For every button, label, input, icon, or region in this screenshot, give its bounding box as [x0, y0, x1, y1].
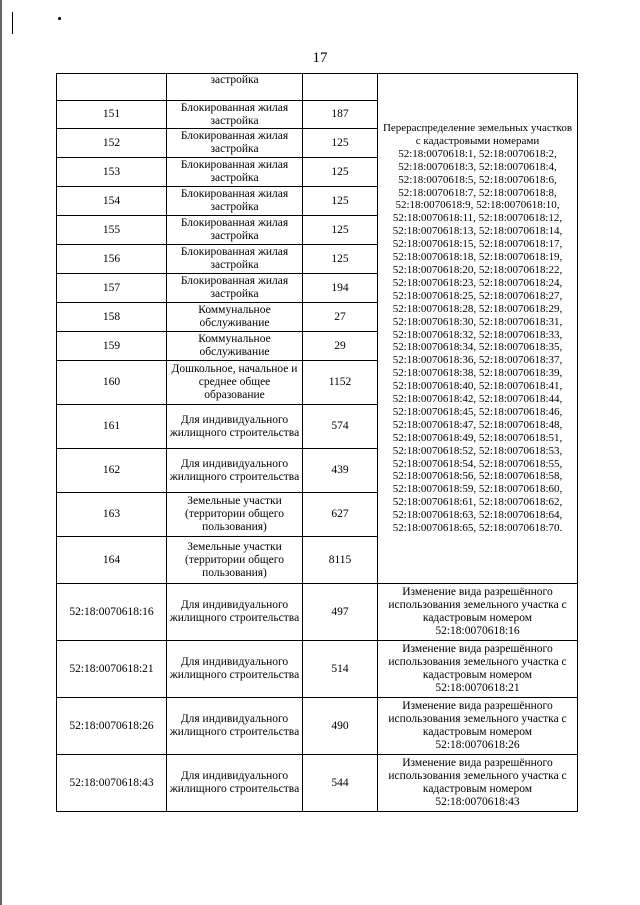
table-row [57, 641, 578, 698]
table-row [57, 698, 578, 755]
cell-use: Для индивидуального жилищного строительства [167, 641, 303, 698]
cell-id: 160 [57, 361, 167, 405]
table-row-continuation [57, 74, 578, 101]
cell-area: 125 [303, 187, 378, 216]
cell-use: Блокированная жилая застройка [167, 245, 303, 274]
table-row [57, 755, 578, 812]
cell-area: 544 [303, 755, 378, 812]
cell-use: Для индивидуального жилищного строительства [167, 755, 303, 812]
cell-area: 439 [303, 449, 378, 493]
cell-area: 1152 [303, 361, 378, 405]
cell-use: Блокированная жилая застройка [167, 129, 303, 158]
cell-id: 153 [57, 158, 167, 187]
table-row [57, 584, 578, 641]
cell-id: 157 [57, 274, 167, 303]
cell-use: Для индивидуального жилищного строительства [167, 449, 303, 493]
cell-use: Для индивидуального жилищного строительства [167, 698, 303, 755]
cell-area: 490 [303, 698, 378, 755]
scan-dot [58, 17, 61, 20]
cell-id: 52:18:0070618:21 [57, 641, 167, 698]
cell-area: 497 [303, 584, 378, 641]
cell-id: 161 [57, 405, 167, 449]
land-plots-table [56, 73, 578, 812]
cell-use: Блокированная жилая застройка [167, 274, 303, 303]
cell-use: Дошкольное, начальное и среднее общее образование [167, 361, 303, 405]
cell-area: 574 [303, 405, 378, 449]
cell-id: 159 [57, 332, 167, 361]
cell-area: 125 [303, 216, 378, 245]
cell-area: 8115 [303, 537, 378, 584]
cell-area: 627 [303, 493, 378, 537]
cell-use: Для индивидуального жилищного строительства [167, 405, 303, 449]
cell-id: 151 [57, 101, 167, 129]
cell-use: Блокированная жилая застройка [167, 158, 303, 187]
cell-id: 158 [57, 303, 167, 332]
cell-id: 155 [57, 216, 167, 245]
cell-description: Изменение вида разрешённого использования земельного участка с кадастровым номером 52:18:0070618:21 [378, 641, 578, 698]
cell-area: 29 [303, 332, 378, 361]
cell-use: застройка [167, 74, 303, 101]
cell-area: 125 [303, 245, 378, 274]
cell-id: 164 [57, 537, 167, 584]
cell-description: Изменение вида разрешённого использования земельного участка с кадастровым номером 52:18:0070618:26 [378, 698, 578, 755]
cell-area: 125 [303, 158, 378, 187]
table-body [57, 74, 578, 812]
cell-use: Блокированная жилая застройка [167, 187, 303, 216]
cell-id: 156 [57, 245, 167, 274]
cell-use: Земельные участки (территории общего пользования) [167, 537, 303, 584]
cell-description [378, 74, 578, 584]
cell-description: Изменение вида разрешённого использования земельного участка с кадастровым номером 52:18:0070618:43 [378, 755, 578, 812]
cell-area: 514 [303, 641, 378, 698]
scan-edge-line [0, 0, 2, 905]
cell-use: Блокированная жилая застройка [167, 216, 303, 245]
cell-area: 187 [303, 101, 378, 129]
cell-use: Блокированная жилая застройка [167, 101, 303, 129]
cell-id: 162 [57, 449, 167, 493]
cell-use: Для индивидуального жилищного строительства [167, 584, 303, 641]
cell-area: 125 [303, 129, 378, 158]
cell-id: 52:18:0070618:26 [57, 698, 167, 755]
cell-id [57, 74, 167, 101]
cell-description: Изменение вида разрешённого использования земельного участка с кадастровым номером 52:18:0070618:16 [378, 584, 578, 641]
cell-id: 52:18:0070618:43 [57, 755, 167, 812]
page-number: 17 [312, 50, 328, 66]
cell-use: Коммунальное обслуживание [167, 303, 303, 332]
cell-area: 194 [303, 274, 378, 303]
cell-area [303, 74, 378, 101]
cell-id: 163 [57, 493, 167, 537]
scan-mark [12, 12, 13, 34]
cell-area: 27 [303, 303, 378, 332]
cell-id: 154 [57, 187, 167, 216]
group-description: Перераспределение земельных участков с кадастровыми номерами 52:18:0070618:1, 52:18:0070618:2, 52:18:0070618:3, 52:18:0070618:4, 52:18:0070618:5, 52:18:0070618:6, 52:18:0070618:7, 52:18:0070618:8, 52:18:0070618:9, 52:18:0070618:10, 52:18:0070618:11, 52:18:0070618:12, 52:18:0070618:13, 52:18:0070618:14, 52:18:0070618:15, 52:18:0070618:17, 52:18:0070618:18, 52:18:0070618:19, 52:18:0070618:20, 52:18:0070618:22, 52:18:0070618:23, 52:18:0070618:24, 52:18:0070618:25, 52:18:0070618:27, 52:18:0070618:28, 52:18:0070618:29, 52:18:0070618:30, 52:18:0070618:31, 52:18:0070618:32, 52:18:0070618:33, 52:18:0070618:34, 52:18:0070618:35, 52:18:0070618:36, 52:18:0070618:37, 52:18:0070618:38, 52:18:0070618:39, 52:18:0070618:40, 52:18:0070618:41, 52:18:0070618:42, 52:18:0070618:44, 52:18:0070618:45, 52:18:0070618:46, 52:18:0070618:47, 52:18:0070618:48, 52:18:0070618:49, 52:18:0070618:51, 52:18:0070618:52, 52:18:0070618:53, 52:18:0070618:54, 52:18:0070618:55, 52:18:0070618:56, 52:18:0070618:58, 52:18:0070618:59, 52:18:0070618:60, 52:18:0070618:61, 52:18:0070618:62, 52:18:0070618:63, 52:18:0070618:64, 52:18:0070618:65, 52:18:0070618:70. [382, 122, 573, 535]
cell-id: 152 [57, 129, 167, 158]
cell-use: Земельные участки (территории общего пользования) [167, 493, 303, 537]
cell-id: 52:18:0070618:16 [57, 584, 167, 641]
cell-use: Коммунальное обслуживание [167, 332, 303, 361]
